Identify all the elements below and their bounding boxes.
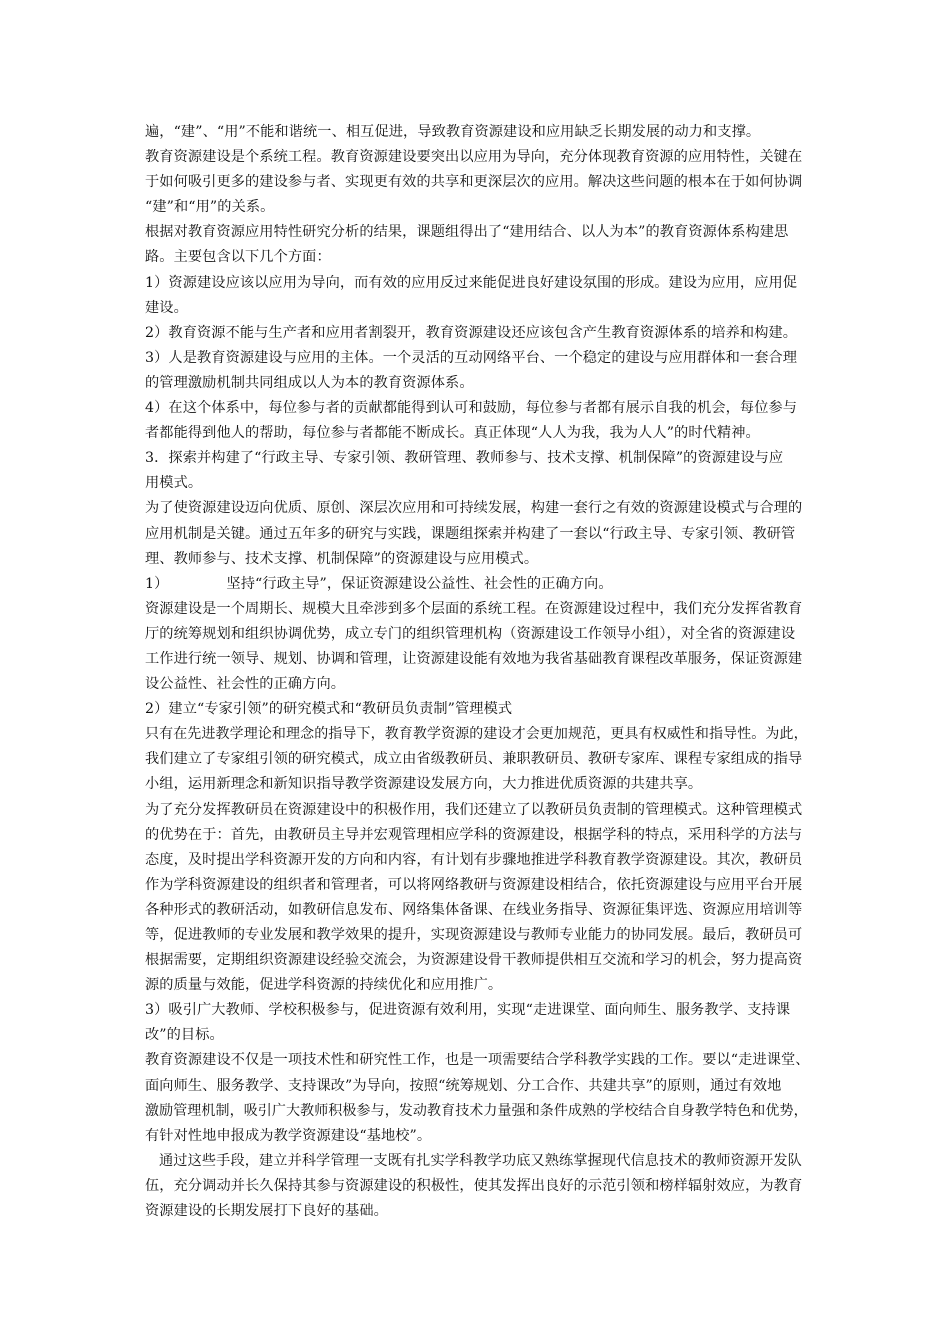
text-line: 作为学科资源建设的组织者和管理者，可以将网络教研与资源建设相结合，依托资源建设与应用平台开展 bbox=[145, 876, 803, 893]
text-line: 遍，“建”、“用”不能和谐统一、相互促进，导致教育资源建设和应用缺乏长期发展的动力和支撑。 bbox=[145, 124, 761, 140]
document-body bbox=[145, 120, 810, 1224]
text-line: 面向师生、服务教学、支持课改”为导向，按照“统筹规划、分工合作、共建共享”的原则，通过有效地 bbox=[145, 1077, 782, 1094]
text-line: 为了使资源建设迈向优质、原创、深层次应用和可持续发展，构建一套行之有效的资源建设模式与合理的 bbox=[145, 500, 803, 517]
text-line: 教育资源建设是个系统工程。教育资源建设要突出以应用为导向，充分体现教育资源的应用特性，关键在 bbox=[145, 149, 803, 166]
list-item-text: 坚持“行政主导”，保证资源建设公益性、社会性的正确方向。 bbox=[226, 575, 613, 592]
text-line: 理、教师参与、技术支撑、机制保障”的资源建设与应用模式。 bbox=[145, 550, 539, 567]
text-line: 4）在这个体系中，每位参与者的贡献都能得到认可和鼓励，每位参与者都有展示自我的机会，每位参与 bbox=[145, 400, 798, 417]
text-line: 激励管理机制，吸引广大教师积极参与，发动教育技术力量强和条件成熟的学校结合自身教学特色和优势， bbox=[145, 1102, 808, 1119]
text-line: 厅的统筹规划和组织协调优势，成立专门的组织管理机构（资源建设工作领导小组），对全省的资源建设 bbox=[145, 625, 796, 642]
text-line: 根据需要，定期组织资源建设经验交流会，为资源建设骨干教师提供相互交流和学习的机会，努力提高资 bbox=[145, 952, 803, 969]
text-line: 者都能得到他人的帮助，每位参与者都能不断成长。真正体现“人人为我，我为人人”的时代精神。 bbox=[145, 425, 760, 442]
text-line: 的优势在于：首先，由教研员主导并宏观管理相应学科的资源建设，根据学科的特点，采用科学的方法与 bbox=[145, 826, 803, 843]
text-line: 建设。 bbox=[145, 299, 188, 316]
list-item-heading bbox=[145, 572, 810, 597]
text-line: 通过这些手段，建立并科学管理一支既有扎实学科教学功底又熟练掌握现代信息技术的教师资源开发队 bbox=[159, 1152, 802, 1169]
text-line: 为了充分发挥教研员在资源建设中的积极作用，我们还建立了以教研员负责制的管理模式。这种管理模式 bbox=[145, 801, 803, 818]
text-line: 小组，运用新理念和新知识指导教学资源建设发展方向，大力推进优质资源的共建共享。 bbox=[145, 776, 703, 793]
text-line: 我们建立了专家组引领的研究模式，成立由省级教研员、兼职教研员、教研专家库、课程专家组成的指导 bbox=[145, 751, 803, 768]
text-line: 路。主要包含以下几个方面： bbox=[145, 249, 331, 266]
text-line: 工作进行统一领导、规划、协调和管理，让资源建设能有效地为我省基础教育课程改革服务，保证资源建 bbox=[145, 650, 803, 667]
text-line: 等，促进教师的专业发展和教学效果的提升，实现资源建设与教师专业能力的协同发展。最后，教研员可 bbox=[145, 927, 803, 943]
text-line: 于如何吸引更多的建设参与者、实现更有效的共享和更深层次的应用。解决这些问题的根本在于如何协调 bbox=[145, 174, 803, 191]
text-line: 1）资源建设应该以应用为导向，而有效的应用反过来能促进良好建设氛围的形成。建设为应用，应用促 bbox=[145, 274, 798, 291]
text-line: 伍，充分调动并长久保持其参与资源建设的积极性，使其发挥出良好的示范引领和榜样辐射效应，为教育 bbox=[145, 1177, 803, 1194]
text-line: 根据对教育资源应用特性研究分析的结果，课题组得出了“建用结合、以人为本”的教育资源体系构建思 bbox=[145, 224, 789, 241]
text-line: 的管理激励机制共同组成以人为本的教育资源体系。 bbox=[145, 374, 474, 391]
text-line: 各种形式的教研活动，如教研信息发布、网络集体备课、在线业务指导、资源征集评选、资源应用培训等 bbox=[145, 901, 803, 918]
text-line: “建”和“用”的关系。 bbox=[145, 199, 275, 216]
text-line: 资源建设是一个周期长、规模大且牵涉到多个层面的系统工程。在资源建设过程中，我们充分发挥省教育 bbox=[145, 600, 803, 617]
text-line: 源的质量与效能，促进学科资源的持续优化和应用推广。 bbox=[145, 977, 503, 994]
text-line: 2）建立“专家引领”的研究模式和“教研员负责制”管理模式 bbox=[145, 701, 513, 718]
text-line: 只有在先进教学理论和理念的指导下，教育教学资源的建设才会更加规范，更具有权威性和指导性。为此， bbox=[145, 726, 808, 743]
list-item-number: 1） bbox=[145, 575, 169, 592]
text-line: 3．探索并构建了“行政主导、专家引领、教研管理、教师参与、技术支撑、机制保障”的资源建设与应 bbox=[145, 450, 784, 467]
text-line: 教育资源建设不仅是一项技术性和研究性工作，也是一项需要结合学科教学实践的工作。要以“走进课堂、 bbox=[145, 1052, 810, 1069]
text-line: 设公益性、社会性的正确方向。 bbox=[145, 676, 346, 693]
text-line: 用模式。 bbox=[145, 475, 203, 492]
text-line: 资源建设的长期发展打下良好的基础。 bbox=[145, 1203, 388, 1220]
text-line: 3）吸引广大教师、学校积极参与，促进资源有效利用，实现“走进课堂、面向师生、服务教学、支持课 bbox=[145, 1002, 791, 1019]
text-line: 3）人是教育资源建设与应用的主体。一个灵活的互动网络平台、一个稳定的建设与应用群体和一套合理 bbox=[145, 349, 798, 366]
text-line: 应用机制是关键。通过五年多的研究与实践，课题组探索并构建了一套以“行政主导、专家引领、教研管 bbox=[145, 525, 796, 542]
text-line: 态度，及时提出学科资源开发的方向和内容，有计划有步骤地推进学科教育教学资源建设。其次，教研员 bbox=[145, 851, 803, 868]
text-line: 2）教育资源不能与生产者和应用者割裂开，教育资源建设还应该包含产生教育资源体系的培养和构建。 bbox=[145, 324, 798, 341]
text-line: 有针对性地申报成为教学资源建设“基地校”。 bbox=[145, 1127, 432, 1144]
text-line: 改”的目标。 bbox=[145, 1027, 224, 1044]
